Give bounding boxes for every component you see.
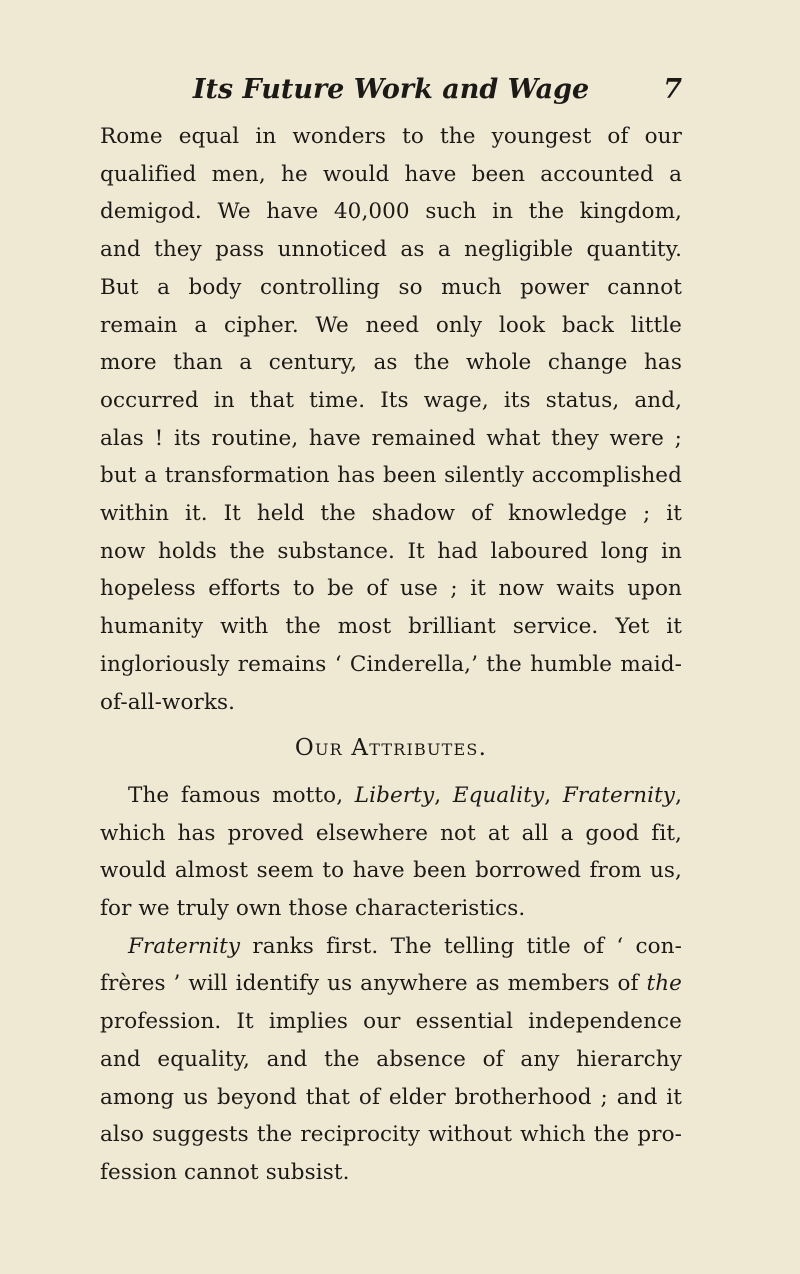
italic-fraternity: Fraternity [562,782,676,808]
text-line: profession. It implies our essential independence [100,1009,682,1035]
text-run: , [544,782,563,808]
text-line: ingloriously remains ‘ Cinderella,’ the humble maid- [100,651,682,677]
text-line: But a body controlling so much power cannot [100,274,682,300]
text-line: demigod. We have 40,000 such in the kingdom, [100,199,682,225]
text-line: hopeless efforts to be of use ; it now waits upon [100,576,682,602]
text-line: alas ! its routine, have remained what they were ; [100,425,682,451]
text-line: of-all-works. [100,689,236,715]
running-head [100,74,682,114]
text-run: ranks first. The telling title of ‘ con- [240,933,682,959]
text-line: qualified men, he would have been accounted a [100,161,682,187]
paragraph-3 [100,928,682,1192]
text-run: , [434,782,453,808]
text-run: The famous motto, [128,782,355,808]
section-heading: Our Attributes. [294,735,488,762]
text-line: among us beyond that of elder brotherhood ; and it [100,1084,682,1110]
italic-equality: Equality [452,782,545,808]
text-line [100,965,682,1003]
text-line: fession cannot subsist. [100,1159,350,1185]
body-text [100,118,682,1192]
text-line: which has proved elsewhere not at all a good fit, [100,820,682,846]
paragraph-1 [100,118,682,721]
italic-the: the [646,971,682,997]
text-line [100,777,682,815]
text-line: remain a cipher. We need only look back little [100,312,682,338]
text-line: now holds the substance. It had laboured long in [100,538,682,564]
text-line: also suggests the reciprocity without which the pro- [100,1122,682,1148]
text-line: and equality, and the absence of any hierarchy [100,1046,682,1072]
text-line: but a transformation has been silently accomplished [100,463,682,489]
text-line [100,928,682,966]
running-title: Its Future Work and Wage [192,74,590,105]
text-run: frères ’ will identify us anywhere as members of [100,971,647,997]
text-line: and they pass unnoticed as a negligible quantity. [100,237,682,263]
text-line: occurred in that time. Its wage, its status, and, [100,387,682,413]
text-line: would almost seem to have been borrowed from us, [100,858,682,884]
text-line: Rome equal in wonders to the youngest of our [100,124,682,149]
text-line: within it. It held the shadow of knowledge ; it [100,501,682,527]
italic-fraternity: Fraternity [128,933,241,959]
italic-liberty: Liberty [354,782,435,808]
text-line: more than a century, as the whole change has [100,350,682,376]
text-run: , [675,782,682,808]
text-line: for we truly own those characteristics. [100,896,526,922]
paragraph-2 [100,777,682,928]
page-number: 7 [663,74,682,105]
text-line: humanity with the most brilliant service. Yet it [100,614,682,640]
